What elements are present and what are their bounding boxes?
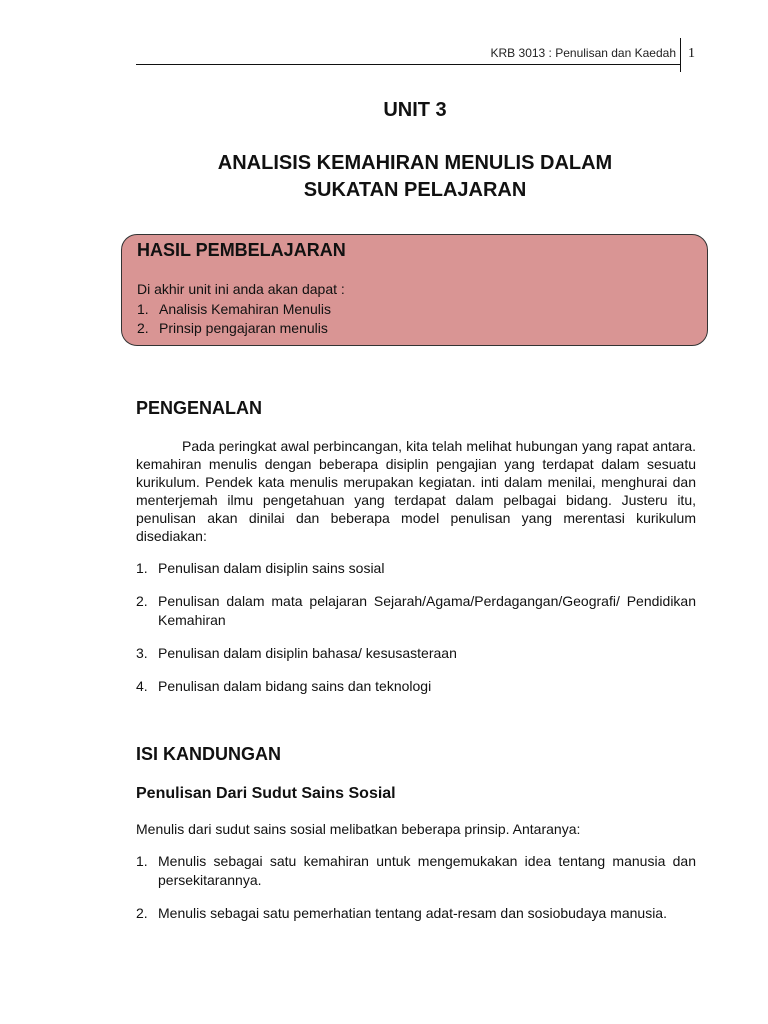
document-title-line-2: SUKATAN PELAJARAN [303,179,527,201]
introduction-heading: PENGENALAN [136,398,263,418]
list-item [137,300,437,319]
list-item [136,852,696,890]
content-heading: ISI KANDUNGAN [136,744,282,764]
content-intro: Menulis dari sudut sains sosial melibatkan beberapa prinsip. Antaranya: [136,821,581,837]
list-text: Penulisan dalam mata pelajaran Sejarah/Agama/Perdagangan/Geografi/ Pendidikan Kemahiran [158,593,696,628]
learning-outcomes-heading: HASIL PEMBELAJARAN [137,240,346,260]
list-item [137,319,437,338]
list-text: Analisis Kemahiran Menulis [159,301,331,317]
header-divider [680,38,681,72]
list-text: Menulis sebagai satu pemerhatian tentang adat-resam dan sosiobudaya manusia. [158,905,667,921]
list-text: Prinsip pengajaran menulis [159,320,328,336]
learning-outcomes-list [137,300,437,338]
document-title-line-1: ANALISIS KEMAHIRAN MENULIS DALAM [217,152,613,174]
list-number: 3. [136,645,148,661]
list-item [136,904,696,923]
document-title [0,150,768,204]
list-number: 2. [136,905,148,921]
list-number: 4. [136,678,148,694]
header-rule [136,64,680,65]
list-number: 2. [137,320,149,336]
page-number: 1 [688,46,695,61]
list-number: 1. [137,301,149,317]
list-text: Menulis sebagai satu kemahiran untuk mengemukakan idea tentang manusia dan persekitarannya. [158,853,696,888]
list-item [136,677,696,696]
unit-title: UNIT 3 [383,99,447,121]
list-item [136,559,696,578]
list-number: 2. [136,593,148,609]
list-item [136,592,696,630]
learning-outcomes-intro: Di akhir unit ini anda akan dapat : [137,281,345,297]
list-text: Penulisan dalam bidang sains dan teknologi [158,678,432,694]
learning-outcomes-box [121,234,708,346]
running-header: KRB 3013 : Penulisan dan Kaedah [490,46,676,60]
content-subheading: Penulisan Dari Sudut Sains Sosial [136,785,396,802]
list-number: 1. [136,853,148,869]
list-number: 1. [136,560,148,576]
list-item [136,644,696,663]
list-text: Penulisan dalam disiplin sains sosial [158,560,385,576]
introduction-paragraph: Pada peringkat awal perbincangan, kita telah melihat hubungan yang rapat antara. kemahiran menulis dengan beberapa disiplin pengajian yang terdapat dalam sesuatu kurikulum. Pendek kata menulis merupakan kegiatan. inti dalam menilai, menghurai dan menterjemah ilmu pengetahuan yang terdapat dalam pelbagai bidang. Justeru itu, penulisan akan dinilai dan beberapa model penulisan yang merentasi kurikulum disediakan: [136,438,696,544]
list-text: Penulisan dalam disiplin bahasa/ kesusasteraan [158,645,457,661]
